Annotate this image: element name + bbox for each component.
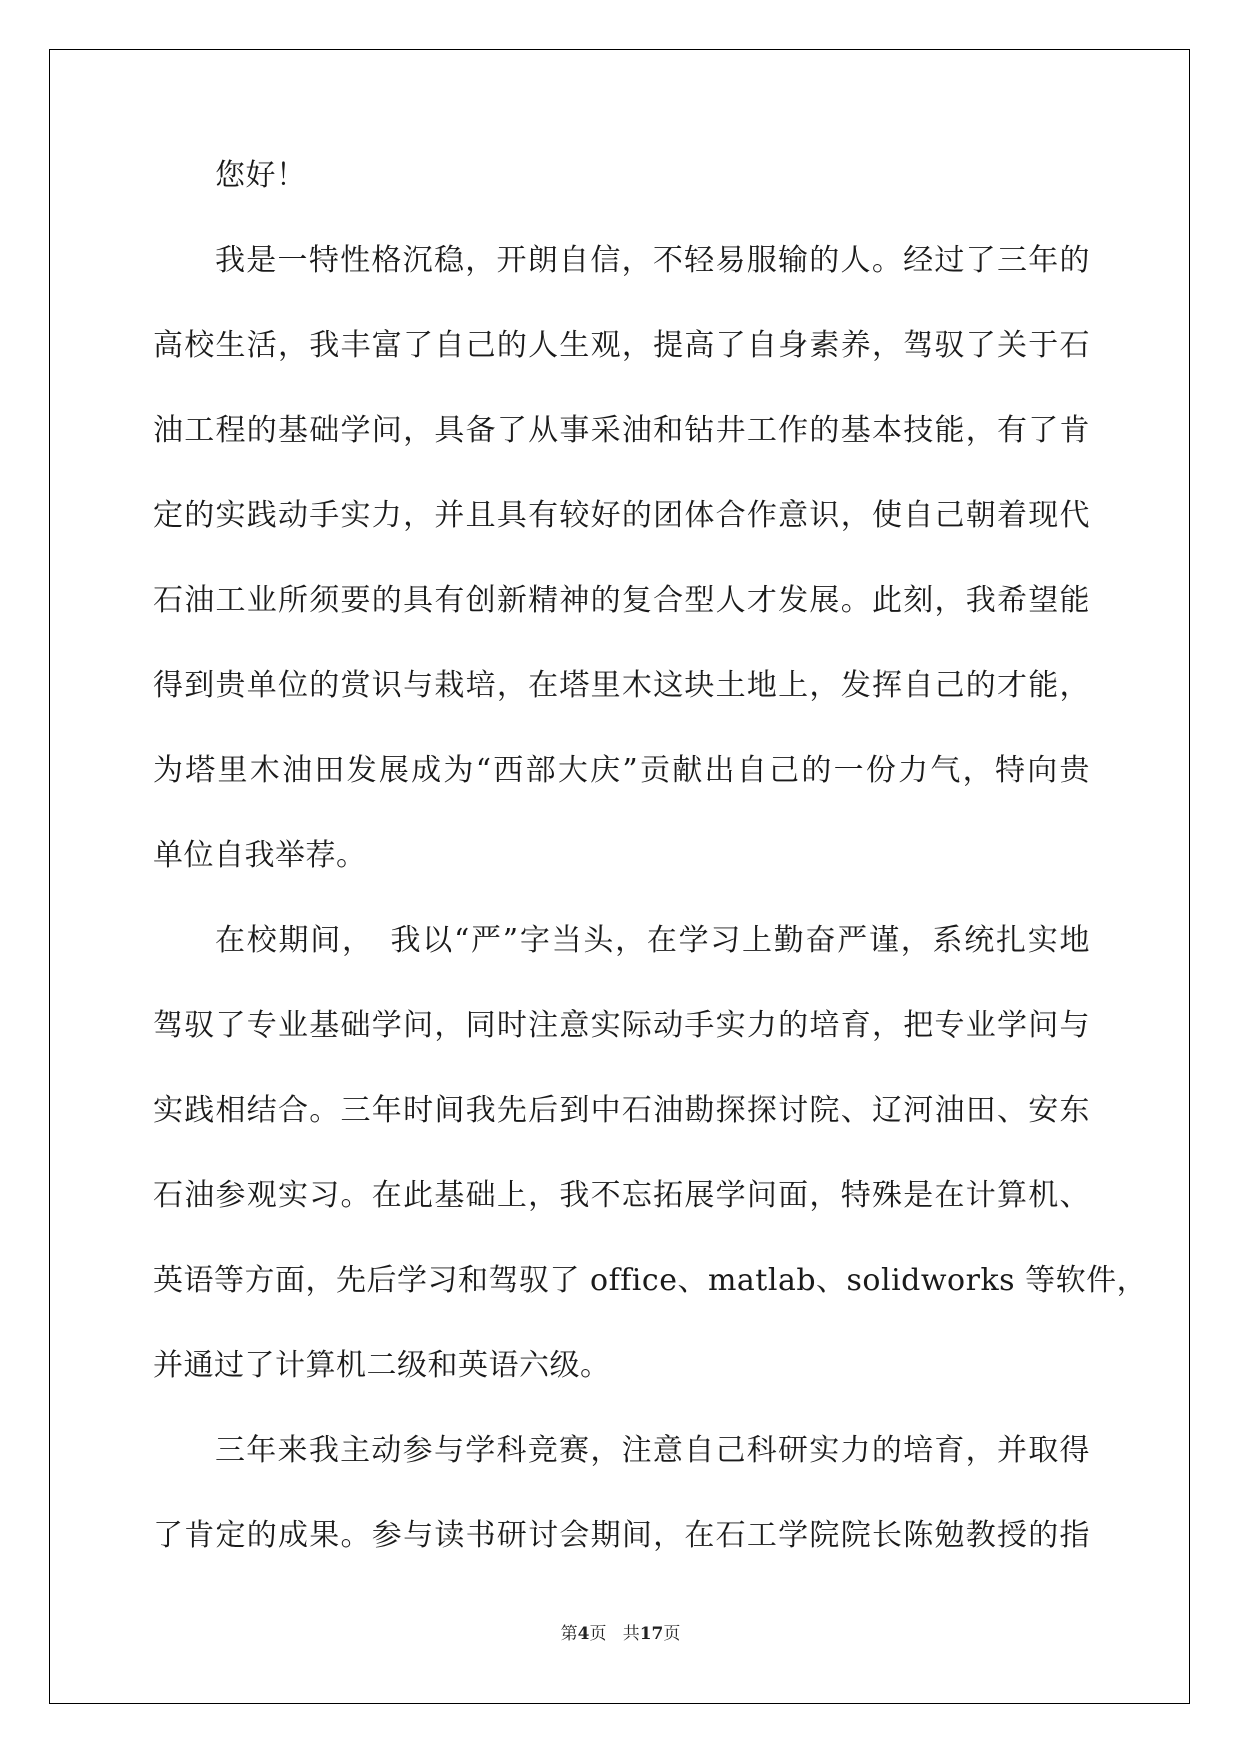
document-body	[153, 157, 1148, 1554]
paragraph-line: 得到贵单位的赏识与栽培，在塔里木这块土地上，发挥自己的才能，	[153, 668, 1090, 703]
paragraph-line: 为塔里木油田发展成为“西部大庆”贡献出自己的一份力气，特向贵	[153, 753, 1090, 788]
page-suffix: 页	[589, 1624, 607, 1644]
total-prefix: 共	[622, 1624, 640, 1644]
paragraph-line: 定的实践动手实力，并且具有较好的团体合作意识，使自己朝着现代	[153, 498, 1090, 533]
paragraph-line: 英语等方面，先后学习和驾驭了 office、matlab、solidworks 等软件，	[153, 1263, 1148, 1298]
total-pages: 17	[639, 1624, 664, 1644]
paragraph-line: 我是一特性格沉稳，开朗自信，不轻易服输的人。经过了三年的	[215, 243, 1090, 278]
greeting: 您好！	[215, 158, 307, 193]
paragraph-line: 驾驭了专业基础学问，同时注意实际动手实力的培育，把专业学问与	[153, 1008, 1090, 1043]
paragraph-line: 并通过了计算机二级和英语六级。	[153, 1348, 611, 1383]
paragraph-line: 实践相结合。三年时间我先后到中石油勘探探讨院、辽河油田、安东	[153, 1093, 1090, 1128]
paragraph-line: 石油参观实习。在此基础上，我不忘拓展学问面，特殊是在计算机、	[153, 1178, 1090, 1213]
paragraph-line: 三年来我主动参与学科竞赛，注意自己科研实力的培育，并取得	[215, 1433, 1090, 1468]
paragraph-line: 油工程的基础学问，具备了从事采油和钻井工作的基本技能，有了肯	[153, 413, 1090, 448]
paragraph-line: 单位自我举荐。	[153, 838, 367, 873]
paragraph-line: 了肯定的成果。参与读书研讨会期间，在石工学院院长陈勉教授的指	[153, 1518, 1090, 1553]
page-prefix: 第	[560, 1624, 578, 1644]
paragraph-line: 在校期间， 我以“严”字当头，在学习上勤奋严谨，系统扎实地	[215, 923, 1090, 958]
page-footer	[0, 1619, 1241, 1644]
total-suffix: 页	[663, 1624, 681, 1644]
paragraph-line: 高校生活，我丰富了自己的人生观，提高了自身素养，驾驭了关于石	[153, 328, 1090, 363]
paragraph-line: 石油工业所须要的具有创新精神的复合型人才发展。此刻，我希望能	[153, 583, 1090, 618]
page-number: 4	[577, 1624, 590, 1644]
